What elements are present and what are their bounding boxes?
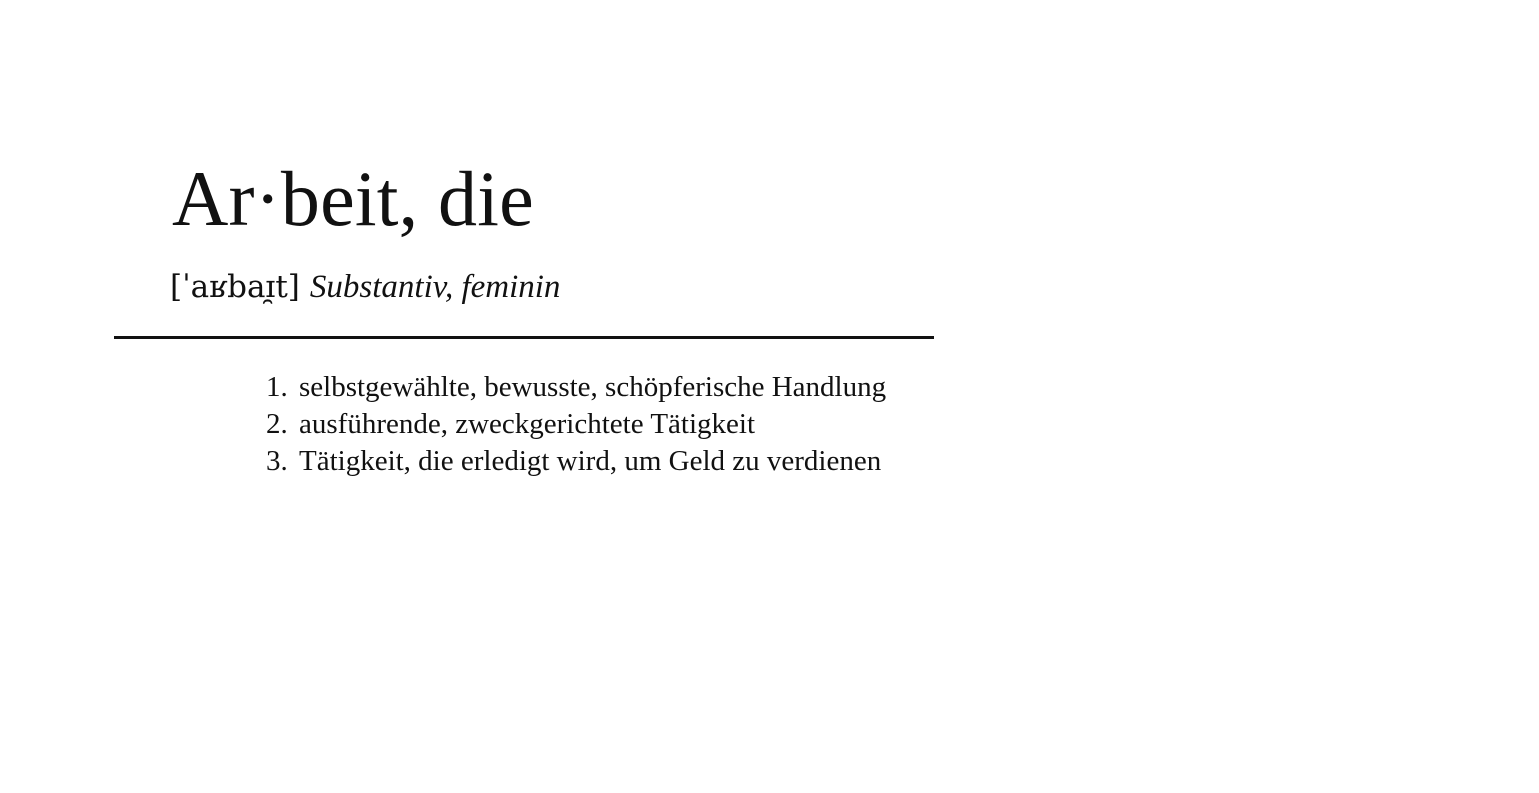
list-item xyxy=(266,406,1114,443)
sense-number: 2. xyxy=(266,407,288,440)
sense-list xyxy=(266,369,1114,480)
pronunciation-ipa: [ˈaʁbaɪ̯t] xyxy=(170,269,300,305)
sense-text: selbstgewählte, bewusste, schöpferische Handlung xyxy=(299,370,887,403)
pronunciation-line xyxy=(170,268,1114,308)
sense-number: 1. xyxy=(266,370,288,403)
divider xyxy=(114,336,934,339)
list-item xyxy=(266,443,1114,480)
sense-text: ausführende, zweckgerichtete Tätigkeit xyxy=(299,407,755,440)
sense-text: Tätigkeit, die erledigt wird, um Geld zu verdienen xyxy=(299,444,882,477)
sense-number: 3. xyxy=(266,444,288,477)
part-of-speech: Substantiv, feminin xyxy=(309,269,561,305)
page-title: Ar·beit, die xyxy=(172,155,534,242)
list-item xyxy=(266,369,1114,406)
dictionary-entry xyxy=(114,155,1114,480)
